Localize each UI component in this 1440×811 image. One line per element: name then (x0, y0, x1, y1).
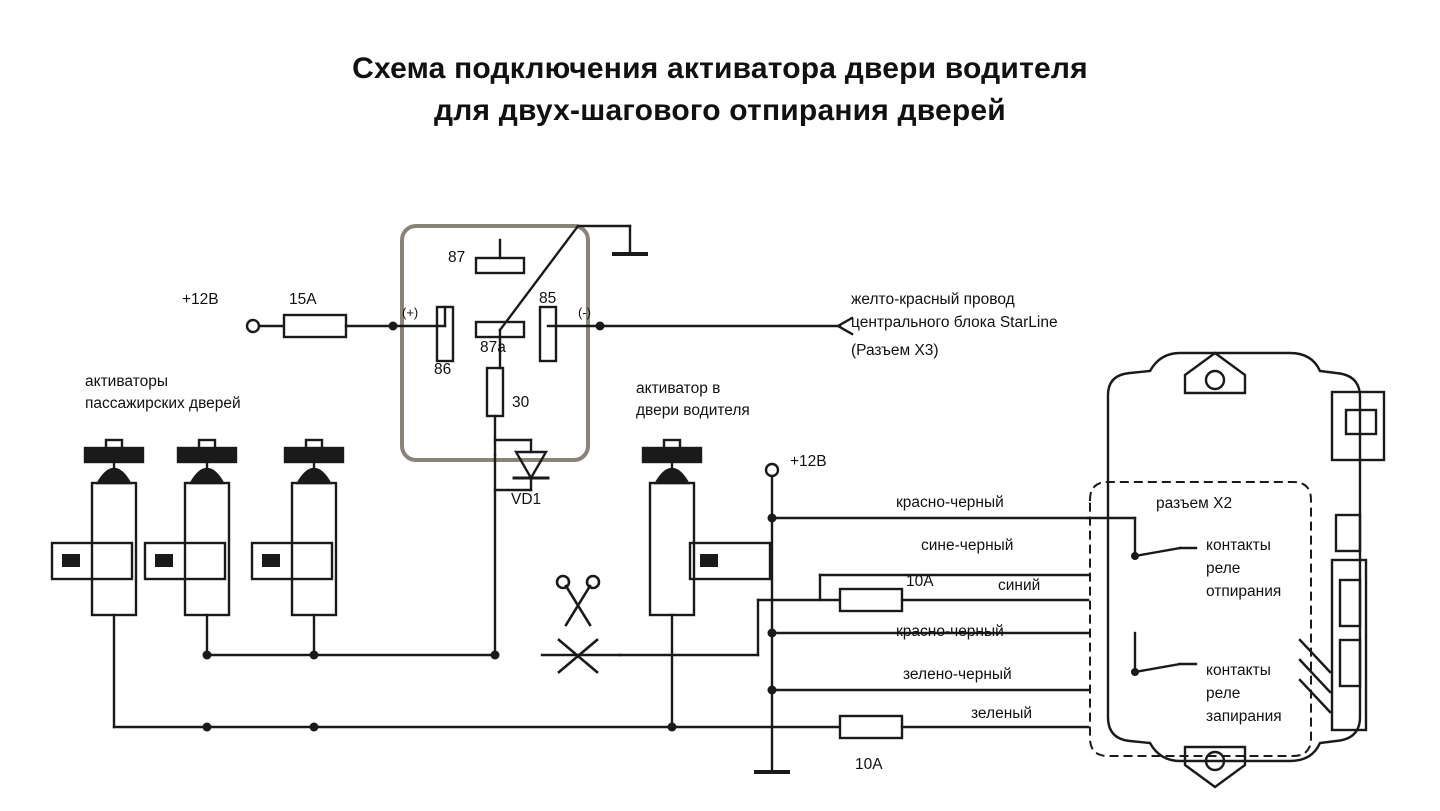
label-wire-red-black-1: красно-черный (896, 494, 1004, 511)
label-wire-green: зеленый (971, 705, 1033, 722)
supply-terminal-right (766, 464, 778, 476)
fuse-icon-10a-bottom (840, 716, 902, 738)
unlock-relay-contacts-icon (1088, 518, 1196, 600)
arrow-icon (838, 318, 852, 334)
lock-relay-contacts-icon (1131, 633, 1196, 676)
label-wire-blue-black: сине-черный (921, 537, 1014, 554)
door-actuator-icon (52, 440, 143, 615)
relay-contact-87 (476, 258, 524, 273)
label-driver-actuator-line1: активатор в (636, 380, 721, 397)
label-pin-87: 87 (448, 249, 466, 266)
label-wire-blue: синий (998, 577, 1041, 594)
junction-dot-rk3 (768, 629, 777, 638)
label-pin-87a: 87a (480, 339, 506, 356)
label-passenger-actuators-line1: активаторы (85, 373, 168, 390)
junction-dot-bus-30 (491, 651, 500, 660)
junction-dot-b3 (310, 723, 319, 732)
diode-icon (514, 452, 548, 478)
label-pin-86: 86 (434, 361, 452, 378)
junction-dot-85 (596, 322, 605, 331)
label-unlock-relay-line1: контакты (1206, 537, 1271, 554)
label-driver-actuator-line2: двери водителя (636, 402, 750, 419)
label-fuse-10a-bottom: 10А (855, 756, 883, 773)
label-diode-vd1: VD1 (511, 491, 542, 508)
label-lock-relay-line2: реле (1206, 685, 1241, 702)
label-pin-85: 85 (539, 290, 557, 307)
label-starline-line3: (Разъем X3) (851, 342, 939, 359)
label-lock-relay-line3: запирания (1206, 708, 1282, 725)
label-connector-x2: разъем X2 (1156, 495, 1233, 512)
label-relay-minus: (-) (578, 305, 591, 320)
label-wire-red-black-2: красно-черный (896, 623, 1004, 640)
label-unlock-relay-line3: отпирания (1206, 583, 1282, 600)
scissors-icon (557, 576, 599, 672)
label-supply-left: +12В (182, 291, 219, 308)
door-actuator-icon (145, 440, 236, 615)
label-wire-green-black: зелено-черный (903, 666, 1012, 683)
door-actuator-icon (643, 440, 770, 615)
relay-coil-85 (540, 307, 556, 361)
label-passenger-actuators-line2: пассажирских дверей (85, 395, 241, 412)
label-fuse-10a-top: 10А (906, 573, 934, 590)
label-lock-relay-line1: контакты (1206, 662, 1271, 679)
title-line-2: для двух-шагового отпирания дверей (434, 94, 1006, 127)
label-pin-30: 30 (512, 394, 530, 411)
relay-contact-30 (487, 368, 503, 416)
junction-dot-a3 (310, 651, 319, 660)
fuse-icon-15a (284, 315, 346, 337)
label-fuse-15a: 15А (289, 291, 317, 308)
fuse-icon-10a-top (840, 589, 902, 611)
door-actuator-icon (252, 440, 343, 615)
title-line-1: Схема подключения активатора двери водителя (352, 52, 1088, 85)
label-unlock-relay-line2: реле (1206, 560, 1241, 577)
label-supply-right: +12В (790, 453, 827, 470)
label-starline-line2: центрального блока StarLine (851, 314, 1058, 331)
supply-terminal-left (247, 320, 259, 332)
label-starline-line1: желто-красный провод (851, 291, 1015, 308)
label-relay-plus: (+) (402, 305, 419, 320)
